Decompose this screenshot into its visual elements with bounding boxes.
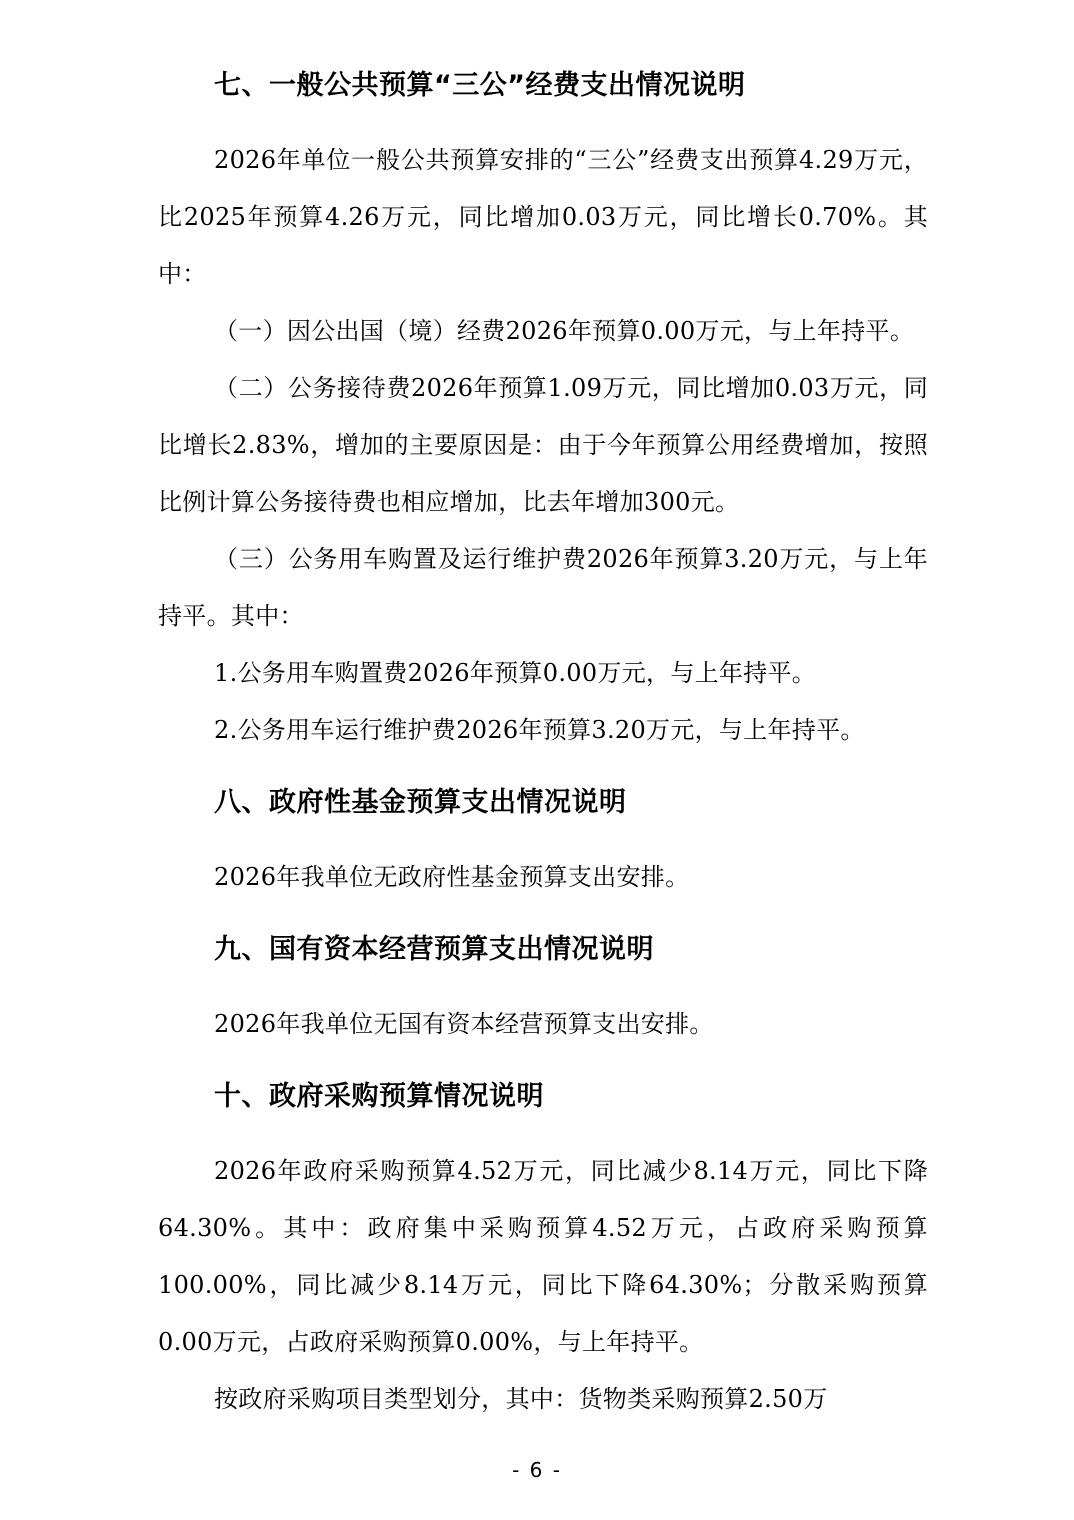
paragraph: 2026年单位一般公共预算安排的“三公”经费支出预算4.29万元，比2025年预算4.26万元，同比增加0.03万元，同比增长0.70%。其中： — [158, 146, 928, 288]
section-heading-10: 十、政府采购预算情况说明 — [214, 1081, 544, 1112]
section-heading-8: 八、政府性基金预算支出情况说明 — [214, 787, 627, 818]
paragraph: 2026年我单位无国有资本经营预算支出安排。 — [214, 1010, 714, 1038]
section-heading-9: 九、国有资本经营预算支出情况说明 — [214, 934, 654, 965]
section-heading-7: 七、一般公共预算“三公”经费支出情况说明 — [214, 70, 746, 101]
document-body — [158, 60, 928, 1428]
paragraph: （二）公务接待费2026年预算1.09万元，同比增加0.03万元，同比增长2.83%，增加的主要原因是：由于今年预算公用经费增加，按照比例计算公务接待费也相应增加，比去年增加300元。 — [158, 374, 928, 516]
paragraph: 1.公务用车购置费2026年预算0.00万元，与上年持平。 — [214, 659, 817, 687]
page-number: - 6 - — [512, 1458, 562, 1482]
paragraph: 按政府采购项目类型划分，其中：货物类采购预算2.50万 — [214, 1385, 828, 1413]
paragraph: 2026年政府采购预算4.52万元，同比减少8.14万元，同比下降64.30%。其中：政府集中采购预算4.52万元，占政府采购预算100.00%，同比减少8.14万元，同比下降64.30%；分散采购预算0.00万元，占政府采购预算0.00%，与上年持平。 — [158, 1157, 928, 1356]
paragraph: 2.公务用车运行维护费2026年预算3.20万元，与上年持平。 — [214, 716, 865, 744]
paragraph: （三）公务用车购置及运行维护费2026年预算3.20万元，与上年持平。其中： — [158, 545, 928, 630]
paragraph: （一）因公出国（境）经费2026年预算0.00万元，与上年持平。 — [214, 317, 915, 345]
paragraph: 2026年我单位无政府性基金预算支出安排。 — [214, 863, 690, 891]
